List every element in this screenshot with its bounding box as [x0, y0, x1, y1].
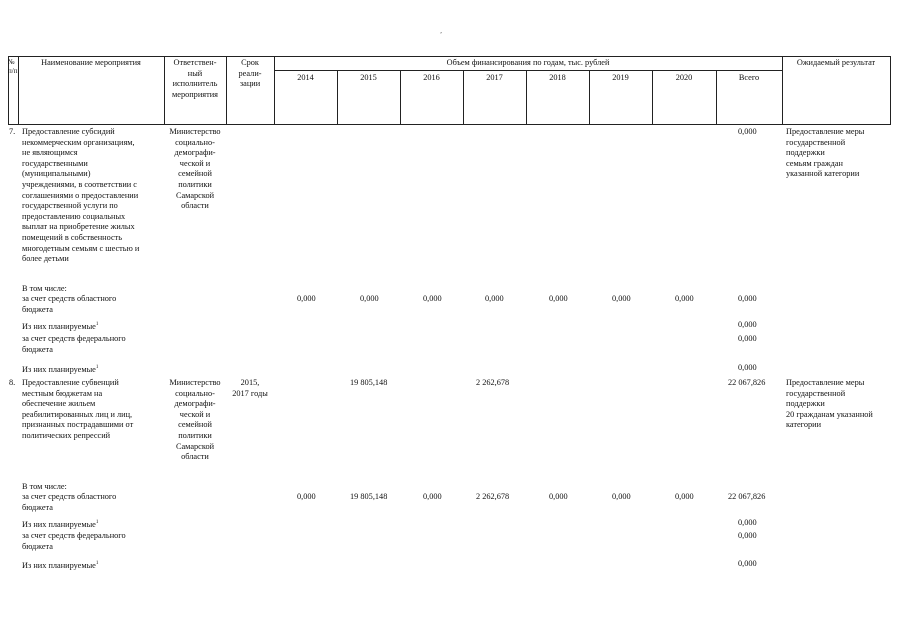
- row-total: 22 067,826: [728, 378, 766, 387]
- header-year-2016: 2016: [423, 73, 440, 82]
- regional-2019: 0,000: [612, 294, 631, 303]
- regional-2019: 0,000: [612, 492, 631, 501]
- header-name: Наименование мероприятия: [41, 58, 141, 67]
- planned-label: Из них планируемые$^1$: [22, 519, 99, 529]
- federal-value: 0,000: [738, 531, 757, 540]
- row-executor: Министерство социально- демографи- ческой и семейной политики Самарской области: [169, 378, 221, 462]
- regional-2017: 0,000: [485, 294, 504, 303]
- row-number: 7.: [9, 127, 16, 136]
- planned-label: Из них планируемые$^1$: [22, 321, 99, 331]
- regional-2016: 0,000: [423, 492, 442, 501]
- header-year-2017: 2017: [486, 73, 503, 82]
- row-term: 2015, 2017 годы: [232, 378, 268, 398]
- row-result: Предоставление меры государственной поддержки семьям граждан указанной категории: [786, 127, 865, 179]
- regional-2018: 0,000: [549, 492, 568, 501]
- regional-2015: 0,000: [360, 294, 379, 303]
- footnote-mark: 1: [95, 561, 99, 566]
- row-2015: 19 805,148: [350, 378, 388, 387]
- row-2017: 2 262,678: [476, 378, 510, 387]
- regional-label: за счет средств областного бюджета: [22, 294, 117, 314]
- regional-2016: 0,000: [423, 294, 442, 303]
- row-name: Предоставление субсидий некоммерческим организациям, не являющимся государственными (муниципальными) учреждениями, в соответствии с соглашениями о предоставлении государственной услуги по предоставлению социальных выплат на приобретение жилых помещений в собственность многодетным семьям с шестью и более детьми: [22, 127, 140, 264]
- planned-value: 0,000: [738, 518, 757, 527]
- regional-2015: 19 805,148: [350, 492, 388, 501]
- federal-label: за счет средств федерального бюджета: [22, 531, 126, 551]
- header-year-2018: 2018: [549, 73, 566, 82]
- header-term: Срок реали- зации: [238, 58, 262, 89]
- row-name: Предоставление субвенций местным бюджетам на обеспечение жильем реабилитированных лиц и лиц, признанных пострадавшими от политических репрессий: [22, 378, 134, 440]
- row-executor: Министерство социально- демографи- ческой и семейной политики Самарской области: [169, 127, 221, 211]
- regional-2020: 0,000: [675, 294, 694, 303]
- page-mark: ʼ: [440, 32, 442, 38]
- row-in-that: В том числе:: [22, 482, 67, 491]
- federal-label: за счет средств федерального бюджета: [22, 334, 126, 354]
- header-total: Всего: [738, 73, 760, 82]
- row-number: 8.: [9, 378, 16, 387]
- regional-2014: 0,000: [297, 294, 316, 303]
- planned2-label: Из них планируемые$^1$: [22, 364, 99, 374]
- regional-2018: 0,000: [549, 294, 568, 303]
- header-year-2019: 2019: [612, 73, 629, 82]
- footnote-mark: 1: [95, 365, 99, 370]
- regional-2017: 2 262,678: [476, 492, 510, 501]
- footnote-mark: 1: [95, 322, 99, 327]
- planned2-value: 0,000: [738, 363, 757, 372]
- regional-label: за счет средств областного бюджета: [22, 492, 117, 512]
- header-year-2020: 2020: [675, 73, 693, 82]
- header-year-2014: 2014: [297, 73, 314, 82]
- header-num: № п/п: [8, 58, 18, 75]
- row-in-that: В том числе:: [22, 284, 67, 293]
- regional-total: 22 067,826: [728, 492, 766, 501]
- regional-2020: 0,000: [675, 492, 694, 501]
- header-year-2015: 2015: [360, 73, 377, 82]
- planned2-label: Из них планируемые$^1$: [22, 560, 99, 570]
- header-funding: Объем финансирования по годам, тыс. рублей: [446, 58, 610, 67]
- federal-value: 0,000: [738, 334, 757, 343]
- header-executor: Ответствен- ный исполнитель мероприятия: [172, 58, 218, 99]
- row-result: Предоставление меры государственной поддержки 20 гражданам указанной категории: [786, 378, 873, 430]
- planned-value: 0,000: [738, 320, 757, 329]
- regional-2014: 0,000: [297, 492, 316, 501]
- row-total: 0,000: [738, 127, 757, 136]
- header-result: Ожидаемый результат: [796, 58, 876, 67]
- footnote-mark: 1: [95, 520, 99, 525]
- regional-total: 0,000: [738, 294, 757, 303]
- planned2-value: 0,000: [738, 559, 757, 568]
